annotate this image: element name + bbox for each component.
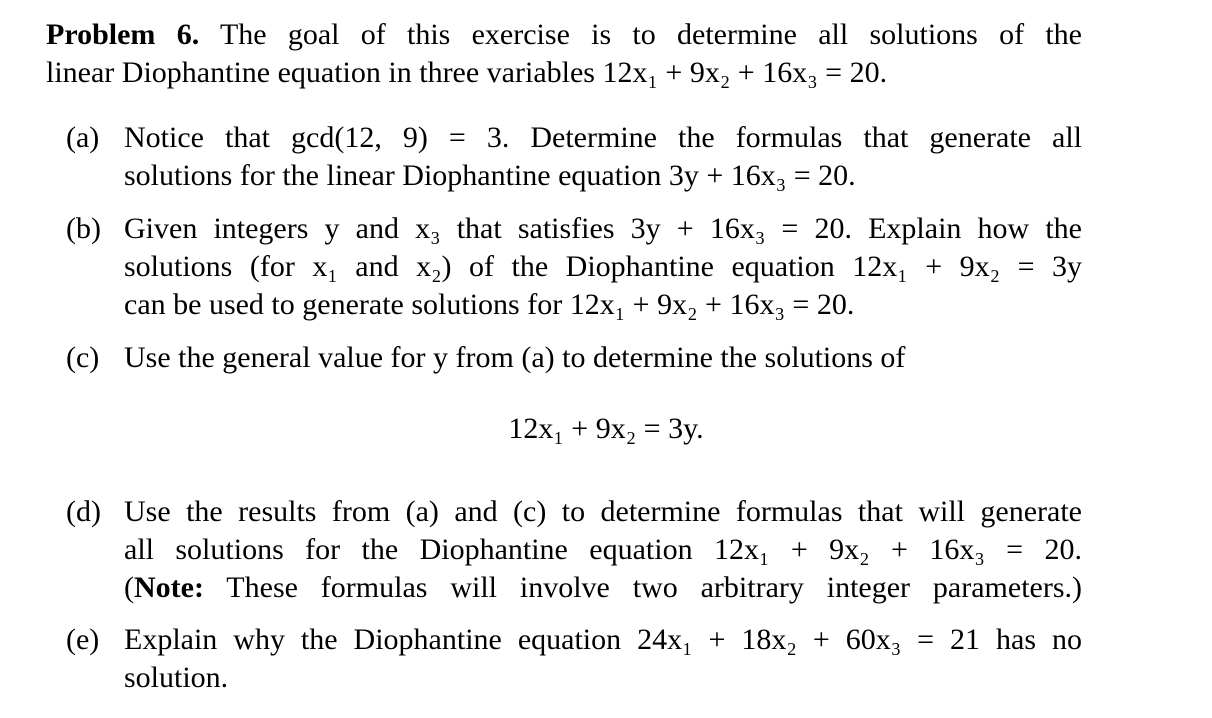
part-b-label: (b) bbox=[66, 212, 101, 245]
problem-intro bbox=[46, 16, 1082, 92]
part-a bbox=[66, 119, 1082, 195]
part-b-line-3: can be used to generate solutions for 12x₁ + 9x₂ + 16x₃ = 20. bbox=[124, 288, 855, 321]
part-a-line-1: Notice that gcd(12, 9) = 3. Determine the formulas that generate all bbox=[124, 121, 1082, 154]
part-c-body bbox=[124, 339, 1082, 377]
part-e-line-1: Explain why the Diophantine equation 24x₁ + 18x₂ + 60x₃ = 21 has no bbox=[124, 623, 1082, 656]
part-c-display-equation: 12x₁ + 9x₂ = 3y. bbox=[508, 412, 704, 445]
part-d-label: (d) bbox=[66, 495, 101, 528]
intro-line-1 bbox=[46, 16, 1082, 54]
part-d-note-text: These formulas will involve two arbitrary integer parameters.) bbox=[203, 571, 1082, 604]
part-a-body bbox=[124, 119, 1082, 195]
part-d bbox=[66, 493, 1082, 607]
part-e-line-2: solution. bbox=[124, 661, 229, 694]
part-a-line-2: solutions for the linear Diophantine equation 3y + 16x₃ = 20. bbox=[124, 159, 856, 192]
part-d-line-1: Use the results from (a) and (c) to determine formulas that will generate bbox=[124, 495, 1082, 528]
part-c-label: (c) bbox=[66, 341, 100, 374]
part-d-line-2: all solutions for the Diophantine equation 12x₁ + 9x₂ + 16x₃ = 20. bbox=[124, 533, 1082, 566]
part-d-note-label: Note: bbox=[134, 571, 204, 604]
problem-heading: Problem 6. bbox=[46, 18, 200, 51]
part-d-note-open: ( bbox=[124, 571, 134, 604]
part-b-body bbox=[124, 210, 1082, 324]
part-d-note-line bbox=[124, 569, 1082, 607]
part-e bbox=[66, 621, 1082, 697]
intro-line-2: linear Diophantine equation in three variables 12x₁ + 9x₂ + 16x₃ = 20. bbox=[46, 56, 888, 89]
part-b bbox=[66, 210, 1082, 324]
intro-text-1: The goal of this exercise is to determine all solutions of the bbox=[219, 18, 1083, 51]
part-c-line-1: Use the general value for y from (a) to determine the solutions of bbox=[124, 341, 906, 374]
part-d-body bbox=[124, 493, 1082, 607]
part-c bbox=[66, 339, 1082, 377]
part-b-line-1: Given integers y and x₃ that satisfies 3y + 16x₃ = 20. Explain how the bbox=[124, 212, 1082, 245]
part-e-label: (e) bbox=[66, 623, 100, 656]
part-a-label: (a) bbox=[66, 121, 100, 154]
part-b-line-2: solutions (for x₁ and x₂) of the Diophantine equation 12x₁ + 9x₂ = 3y bbox=[124, 250, 1082, 283]
part-e-body bbox=[124, 621, 1082, 697]
